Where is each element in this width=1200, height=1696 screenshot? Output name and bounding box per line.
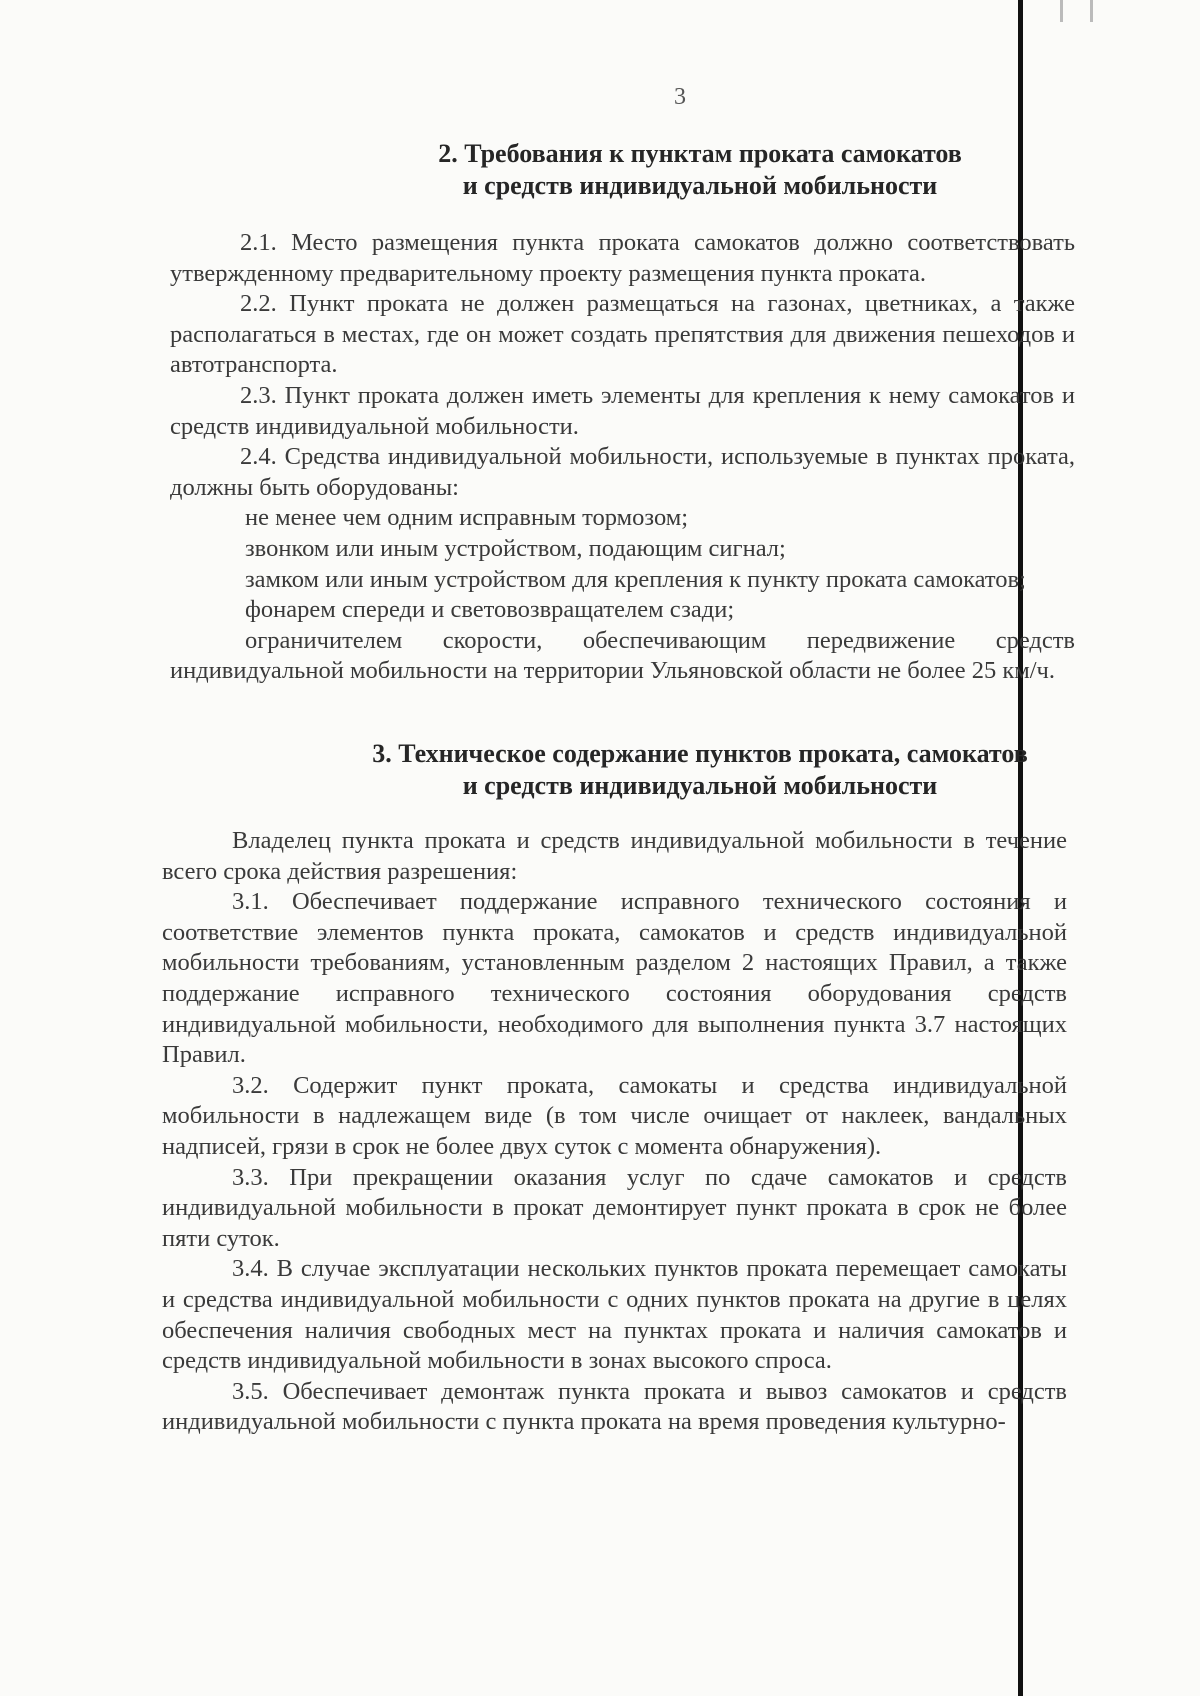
paragraph-3-3: 3.3. При прекращении оказания услуг по сдаче самокатов и средств индивидуальной мобильности в прокат демонтирует пункт проката в срок не более пяти суток. [162, 1163, 1067, 1252]
page-number: 3 [674, 84, 686, 110]
paragraph-3-2: 3.2. Содержит пункт проката, самокаты и средства индивидуальной мобильности в надлежащем виде (в том числе очищает от наклеек, вандальных надписей, грязи в срок не более двух суток с момента обнаружения). [162, 1071, 1067, 1160]
paragraph-2-2: 2.2. Пункт проката не должен размещаться на газонах, цветниках, а также располагаться в местах, где он может создать препятствия для движения пешеходов и автотранспорта. [170, 290, 1075, 379]
paragraph-3-1: 3.1. Обеспечивает поддержание исправного технического состояния и соответствие элементов пункта проката, самокатов и средств индивидуальной мобильности требованиям, установленным разделом 2 настоящих Правил, а также поддержание исправного технического состояния оборудования средств индивидуальной мобильности, необходимого для выполнения пункта 3.7 настоящих Правил. [162, 888, 1067, 1069]
paragraph-3-4: 3.4. В случае эксплуатации нескольких пунктов проката перемещает самокаты и средства индивидуальной мобильности с одних пунктов проката на другие в целях обеспечения наличия свободных мест на пунктах проката и наличия самокатов и средств индивидуальной мобильности в зонах высокого спроса. [162, 1255, 1067, 1375]
paragraph-2-4: 2.4. Средства индивидуальной мобильности, используемые в пунктах проката, должны быть оборудованы: [170, 443, 1075, 501]
section-3-heading [0, 738, 1200, 802]
section-3-intro: Владелец пункта проката и средств индивидуальной мобильности в течение всего срока действия разрешения: [162, 827, 1067, 885]
equipment-list-item: ограничителем скорости, обеспечивающим передвижение средств индивидуальной мобильности на территории Ульяновской области не более 25 км/ч. [170, 626, 1075, 685]
equipment-list-item: звонком или иным устройством, подающим сигнал; [245, 534, 786, 562]
section-2-heading [0, 138, 1200, 202]
section-3-body [162, 826, 1067, 1438]
section-3-heading-line: 3. Техническое содержание пунктов проката, самокатов [372, 739, 1028, 768]
paragraph-2-3: 2.3. Пункт проката должен иметь элементы для крепления к нему самокатов и средств индивидуальной мобильности. [170, 381, 1075, 440]
scan-top-mark [1090, 0, 1093, 22]
equipment-list-item: не менее чем одним исправным тормозом; [245, 504, 689, 532]
section-2-heading-line: и средств индивидуальной мобильности [462, 171, 938, 200]
paragraph-3-5: 3.5. Обеспечивает демонтаж пункта проката и вывоз самокатов и средств индивидуальной мобильности с пункта проката на время проведения культурно- [162, 1377, 1067, 1436]
paragraph-2-1: 2.1. Место размещения пункта проката самокатов должно соответствовать утвержденному предварительному проекту размещения пункта проката. [170, 229, 1075, 287]
section-2-heading-line: 2. Требования к пунктам проката самокатов [438, 139, 962, 168]
equipment-list-item: замком или иным устройством для крепления к пункту проката самокатов; [245, 565, 1026, 593]
scan-top-mark [1060, 0, 1063, 22]
section-2-body [170, 228, 1075, 687]
section-3-heading-line: и средств индивидуальной мобильности [462, 771, 938, 800]
equipment-list-item: фонарем спереди и световозвращателем сзади; [245, 596, 735, 624]
